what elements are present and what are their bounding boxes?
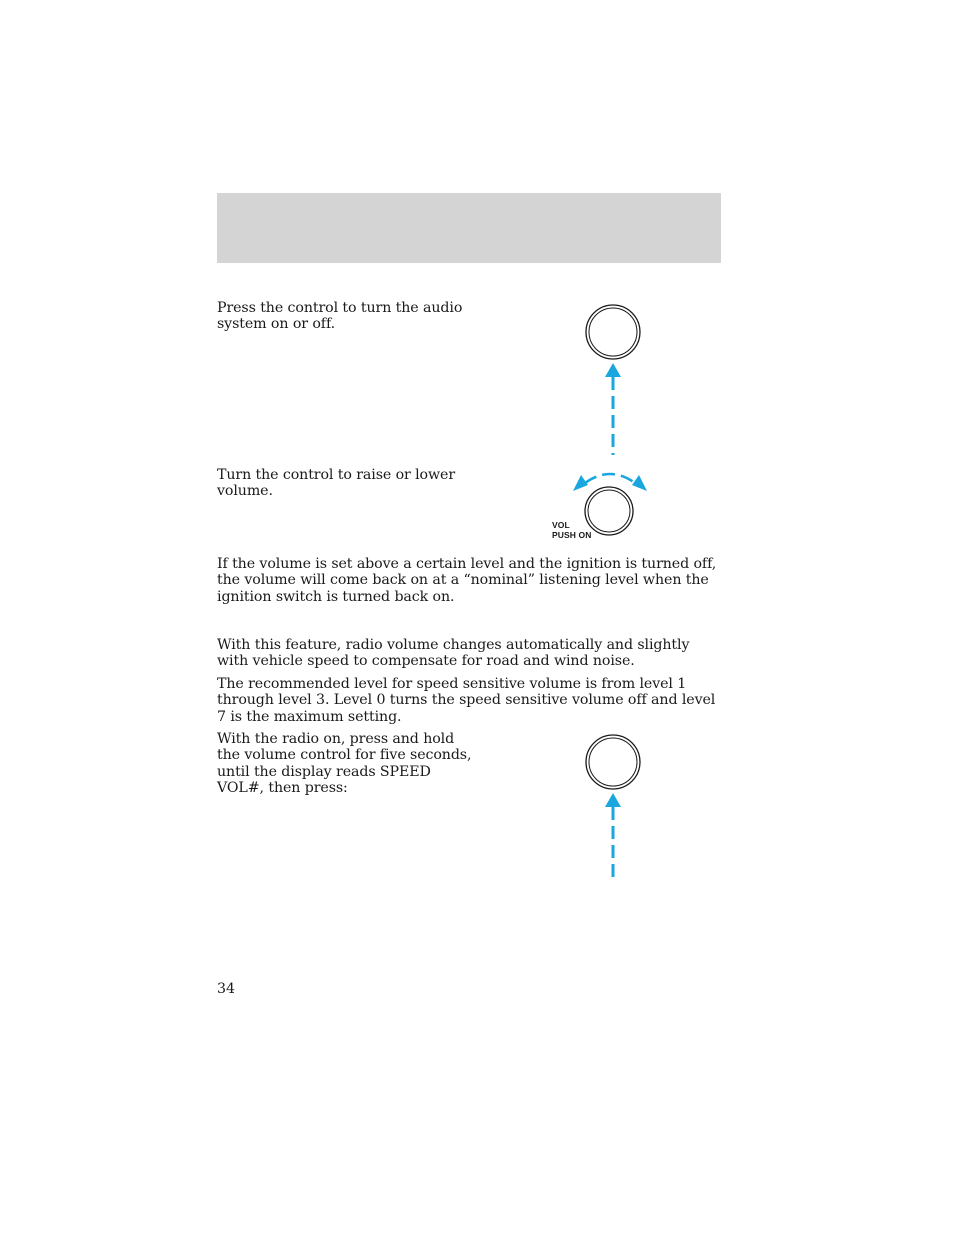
knob-icon bbox=[586, 735, 640, 789]
speed-volume-levels: The recommended level for speed sensitive volume is from level 1 through level 3. Level 0 turns the speed sensitive volume off and level 7 is the maximum setting. bbox=[217, 676, 716, 725]
knob-label-push-on: PUSH ON bbox=[552, 530, 592, 540]
knob-icon bbox=[585, 487, 633, 535]
press-knob-diagram bbox=[580, 300, 646, 460]
rotate-arrows-icon bbox=[573, 474, 647, 491]
nominal-level-note: If the volume is set above a certain level and the ignition is turned off, the volume will come back on at a “nominal” listening level when the ignition switch is turned back on. bbox=[217, 556, 717, 605]
knob-label-vol: VOL bbox=[552, 520, 570, 530]
up-arrow-icon bbox=[605, 363, 621, 455]
section-header-band bbox=[217, 193, 721, 263]
page-number: 34 bbox=[217, 981, 236, 997]
power-instruction: Press the control to turn the audio system on or off. bbox=[217, 300, 463, 333]
volume-instruction: Turn the control to raise or lower volume. bbox=[217, 467, 456, 500]
speed-volume-description: With this feature, radio volume changes automatically and slightly with vehicle speed to compensate for road and wind noise. bbox=[217, 637, 690, 670]
knob-label bbox=[552, 520, 591, 540]
press-knob-diagram-2 bbox=[580, 730, 646, 890]
up-arrow-icon bbox=[605, 793, 621, 883]
knob-icon bbox=[586, 305, 640, 359]
speed-volume-setting-instruction: With the radio on, press and hold the volume control for five seconds, until the display reads SPEED VOL#, then press: bbox=[217, 731, 472, 797]
